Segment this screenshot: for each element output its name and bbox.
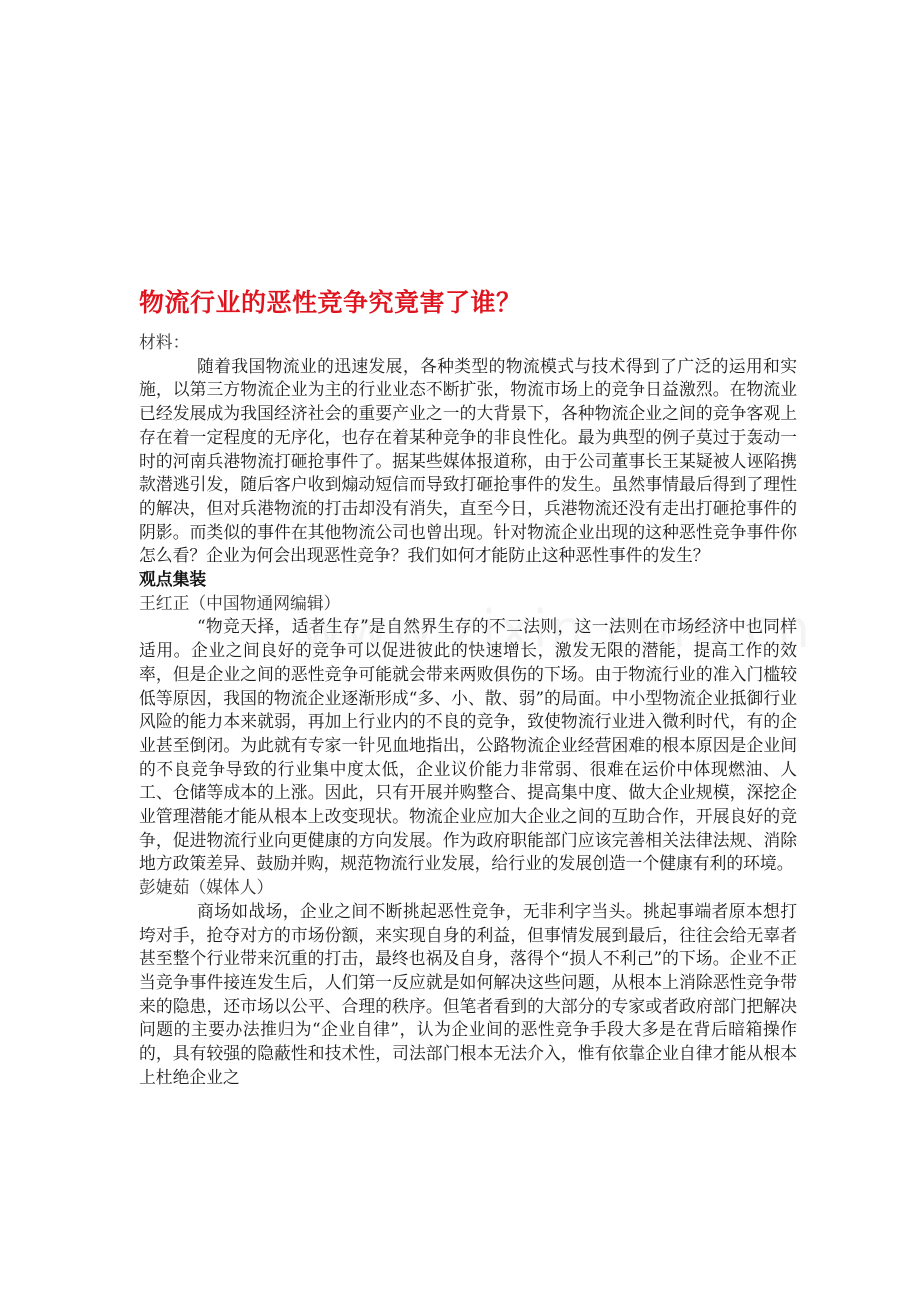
document-title: 物流行业的恶性竞争究竟害了谁？ (139, 288, 522, 317)
section-heading: 观点集装 (139, 569, 207, 590)
opinion-paragraph: 商场如战场，企业之间不断挑起恶性竞争，无非利字当头。挑起事端者原本想打垮对手，抢夺对方的市场份额，来实现自身的利益，但事情发展到最后，往往会给无辜者甚至整个行业带来沉重的打击，最终也祸及自身，落得个“损人不利己”的下场。企业不正当竞争事件接连发生后，人们第一反应就是如何解决这些问题，从根本上消除恶性竞争带来的隐患，还市场以公平、合理的秩序。但笔者看到的大部分的专家或者政府部门把解决问题的主要办法推归为“企业自律”，认为企业间的恶性竞争手段大多是在背后暗箱操作的，具有较强的隐蔽性和技术性，司法部门根本无法介入，惟有依靠企业自律才能从根本上杜绝企业之 (139, 900, 797, 1087)
opinion-paragraph: “物竞天择，适者生存”是自然界生存的不二法则，这一法则在市场经济中也同样适用。企业之间良好的竞争可以促进彼此的快速增长，激发无限的潜能，提高工作的效率，但是企业之间的恶性竞争可能就会带来两败俱伤的下场。由于物流行业的准入门槛较低等原因，我国的物流企业逐渐形成“多、小、散、弱”的局面。中小型物流企业抵御行业风险的能力本来就弱，再加上行业内的不良的竞争，致使物流行业进入微利时代，有的企业甚至倒闭。为此就有专家一针见血地指出，公路物流企业经营困难的根本原因是企业间的不良竞争导致的行业集中度太低，企业议价能力非常弱、很难在运价中体现燃油、人工、仓储等成本的上涨。因此，只有开展并购整合、提高集中度、做大企业规模，深挖企业管理潜能才能从根本上改变现状。物流企业应加大企业之间的互助合作，开展良好的竞争，促进物流行业向更健康的方向发展。作为政府职能部门应该完善相关法律法规、消除地方政策差异、鼓励并购，规范物流行业发展，给行业的发展创造一个健康有利的环境。 (139, 616, 797, 874)
document-body (139, 283, 797, 1090)
material-paragraph: 随着我国物流业的迅速发展，各种类型的物流模式与技术得到了广泛的运用和实施，以第三方物流企业为主的行业业态不断扩张，物流市场上的竞争日益激烈。在物流业已经发展成为我国经济社会的重要产业之一的大背景下，各种物流企业之间的竞争客观上存在着一定程度的无序化，也存在着某种竞争的非良性化。最为典型的例子莫过于轰动一时的河南兵港物流打砸抢事件了。据某些媒体报道称，由于公司董事长王某疑被人诬陷携款潜逃引发，随后客户收到煽动短信而导致打砸抢事件的发生。虽然事情最后得到了理性的解决，但对兵港物流的打击却没有消失，直至今日，兵港物流还没有走出打砸抢事件的阴影。而类似的事件在其他物流公司也曾出现。针对物流企业出现的这种恶性竞争事件你怎么看？企业为何会出现恶性竞争？我们如何才能防止这种恶性事件的发生？ (139, 355, 797, 566)
opinion-author: 王红正（中国物通网编辑） (139, 592, 341, 613)
opinion-author: 彭婕茹（媒体人） (139, 877, 274, 898)
material-label: 材料： (139, 332, 190, 352)
